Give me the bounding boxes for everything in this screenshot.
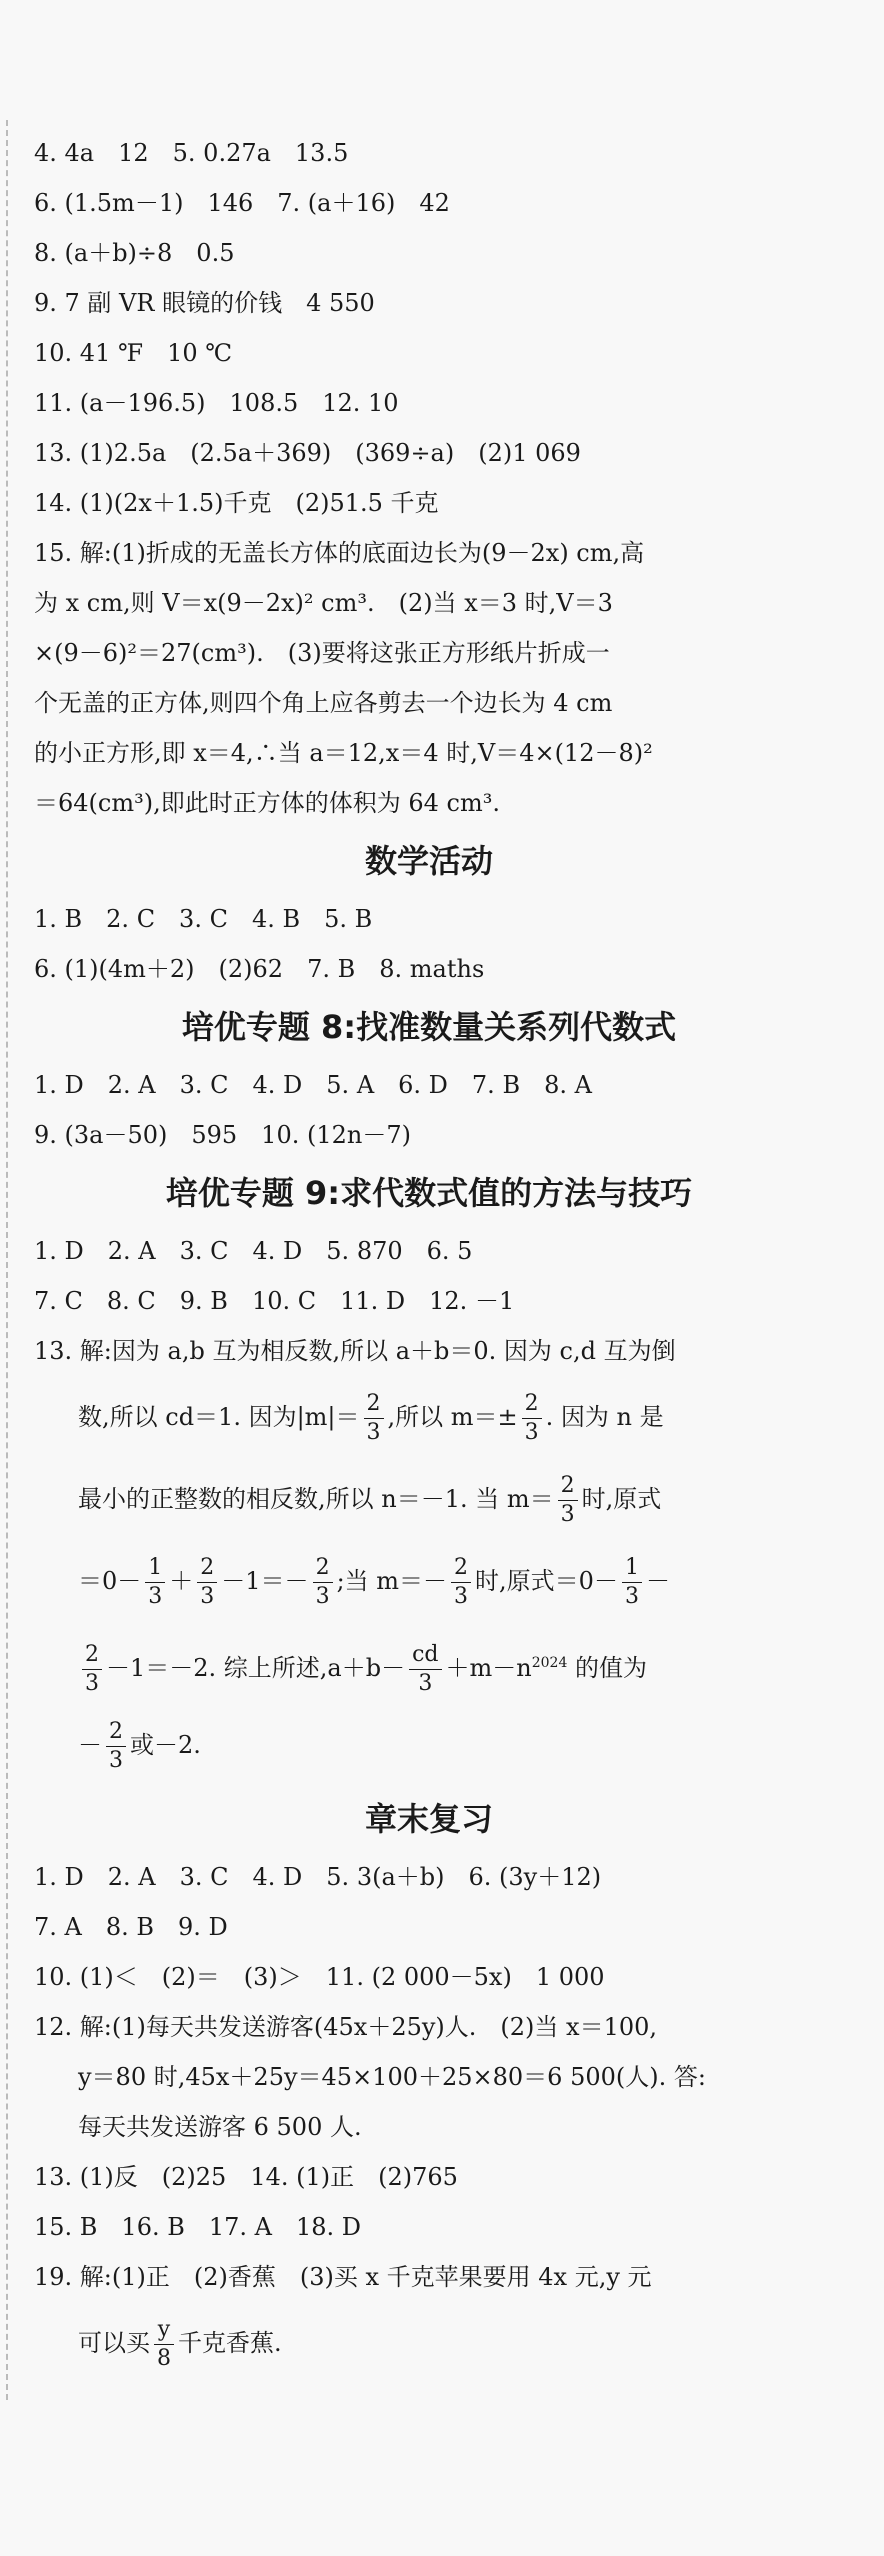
fraction-denominator: 3 (560, 1502, 575, 1527)
answer-line: 7. C 8. C 9. B 10. C 11. D 12. －1 (34, 1287, 515, 1315)
fraction-numerator: 2 (522, 1390, 542, 1419)
answer-line: 10. 41 ℉ 10 ℃ (34, 339, 233, 367)
fraction (451, 1554, 471, 1611)
fraction-denominator: 3 (624, 1584, 639, 1609)
fraction-numerator: 2 (106, 1718, 126, 1747)
binding-dashed-line (6, 120, 8, 2400)
text-segment: 数,所以 cd＝1. 因为|m|＝ (78, 1403, 360, 1431)
fraction-numerator: 2 (364, 1390, 384, 1419)
answer-line: 1. D 2. A 3. C 4. D 5. 3(a＋b) 6. (3y＋12) (34, 1863, 602, 1891)
text-segment: － (78, 1731, 102, 1759)
answer-line: 14. (1)(2x＋1.5)千克 (2)51.5 千克 (34, 489, 439, 517)
text-segment: 可以买 (78, 2329, 150, 2357)
fraction-denominator: 3 (366, 1420, 381, 1445)
answer-line-with-fractions (34, 1540, 824, 1622)
answer-line-with-fractions (34, 1376, 824, 1458)
answer-line: 13. 解:因为 a,b 互为相反数,所以 a＋b＝0. 因为 c,d 互为倒 (34, 1337, 676, 1365)
fraction (409, 1641, 441, 1698)
fraction-numerator: 1 (622, 1554, 642, 1583)
fraction (145, 1554, 165, 1611)
fraction-numerator: 2 (313, 1554, 333, 1583)
fraction (522, 1390, 542, 1447)
text-segment: －1＝－2. 综上所述,a＋b－ (106, 1654, 406, 1682)
text-segment: . 因为 n 是 (545, 1403, 664, 1431)
answer-line: 6. (1)(4m＋2) (2)62 7. B 8. maths (34, 955, 485, 983)
fraction-denominator: 3 (454, 1584, 469, 1609)
section-heading: 数学活动 (364, 842, 493, 880)
text-segment: 的值为 (567, 1654, 648, 1682)
fraction-numerator: 2 (558, 1472, 578, 1501)
answer-line: 7. A 8. B 9. D (34, 1913, 228, 1941)
answer-line: 10. (1)＜ (2)＝ (3)＞ 11. (2 000－5x) 1 000 (34, 1963, 605, 1991)
answer-line: y＝80 时,45x＋25y＝45×100＋25×80＝6 500(人). 答: (78, 2063, 706, 2091)
answer-line-with-fractions (34, 1458, 824, 1540)
answer-line: 9. (3a－50) 595 10. (12n－7) (34, 1121, 411, 1149)
fraction-numerator: cd (409, 1641, 441, 1670)
text-segment: 或－2. (130, 1731, 201, 1759)
answer-line: 的小正方形,即 x＝4,∴当 a＝12,x＝4 时,V＝4×(12－8)² (34, 739, 653, 767)
text-segment: 千克香蕉. (178, 2329, 282, 2357)
fraction (558, 1472, 578, 1529)
answer-line: 1. D 2. A 3. C 4. D 5. 870 6. 5 (34, 1237, 473, 1265)
fraction-numerator: 1 (145, 1554, 165, 1583)
text-segment: 时,原式＝0－ (475, 1567, 618, 1595)
answer-line: 11. (a－196.5) 108.5 12. 10 (34, 389, 399, 417)
fraction-numerator: 2 (82, 1641, 102, 1670)
answer-line: 4. 4a 12 5. 0.27a 13.5 (34, 139, 349, 167)
fraction (313, 1554, 333, 1611)
answer-line: 1. B 2. C 3. C 4. B 5. B (34, 905, 373, 933)
answer-line: ×(9－6)²＝27(cm³). (3)要将这张正方形纸片折成一 (34, 639, 610, 667)
answer-line-with-fractions (34, 1622, 824, 1704)
answer-line-with-fractions (34, 1704, 824, 1786)
text-segment: ;当 m＝－ (336, 1567, 448, 1595)
answer-line: 1. D 2. A 3. C 4. D 5. A 6. D 7. B 8. A (34, 1071, 592, 1099)
answer-line: 19. 解:(1)正 (2)香蕉 (3)买 x 千克苹果要用 4x 元,y 元 (34, 2263, 652, 2291)
text-segment: 最小的正整数的相反数,所以 n＝－1. 当 m＝ (78, 1485, 554, 1513)
fraction-denominator: 3 (85, 1671, 99, 1696)
text-segment: 时,原式 (581, 1485, 662, 1513)
answer-line: 8. (a＋b)÷8 0.5 (34, 239, 235, 267)
fraction-denominator: 3 (418, 1671, 433, 1696)
fraction-numerator: 2 (451, 1554, 471, 1583)
fraction (82, 1641, 102, 1698)
section-heading: 章末复习 (364, 1800, 493, 1838)
fraction-denominator: 3 (315, 1584, 330, 1609)
fraction (154, 2316, 174, 2373)
text-segment: － (645, 1567, 670, 1595)
answer-line: 15. 解:(1)折成的无盖长方体的底面边长为(9－2x) cm,高 (34, 539, 645, 567)
exponent: 2024 (531, 1655, 568, 1671)
fraction-denominator: 3 (524, 1420, 539, 1445)
text-segment: ＋m－n (445, 1654, 532, 1682)
text-segment: ＋ (169, 1567, 194, 1595)
answer-line: 13. (1)2.5a (2.5a＋369) (369÷a) (2)1 069 (34, 439, 581, 467)
answer-line: ＝64(cm³),即此时正方体的体积为 64 cm³. (34, 789, 500, 817)
answer-line: 9. 7 副 VR 眼镜的价钱 4 550 (34, 289, 375, 317)
fraction-denominator: 3 (200, 1584, 215, 1609)
answer-line: 13. (1)反 (2)25 14. (1)正 (2)765 (34, 2163, 458, 2191)
section-heading: 培优专题 9:求代数式值的方法与技巧 (165, 1174, 693, 1212)
answer-line: 15. B 16. B 17. A 18. D (34, 2213, 362, 2241)
fraction-denominator: 8 (157, 2346, 171, 2371)
fraction (106, 1718, 126, 1775)
answer-line: 6. (1.5m－1) 146 7. (a＋16) 42 (34, 189, 450, 217)
text-segment: ,所以 m＝± (387, 1403, 518, 1431)
answer-content (34, 128, 824, 2384)
section-heading: 培优专题 8:找准数量关系列代数式 (181, 1008, 677, 1046)
fraction-numerator: y (154, 2316, 174, 2345)
fraction (622, 1554, 642, 1611)
fraction-numerator: 2 (197, 1554, 217, 1583)
text-segment: ＝0－ (78, 1567, 142, 1595)
answer-line: 12. 解:(1)每天共发送游客(45x＋25y)人. (2)当 x＝100, (34, 2013, 658, 2041)
answer-line-with-fractions (34, 2302, 824, 2384)
fraction (197, 1554, 217, 1611)
answer-line: 为 x cm,则 V＝x(9－2x)² cm³. (2)当 x＝3 时,V＝3 (34, 589, 613, 617)
fraction-denominator: 3 (148, 1584, 163, 1609)
fraction (364, 1390, 384, 1447)
fraction-denominator: 3 (109, 1748, 123, 1773)
text-segment: －1＝－ (221, 1567, 309, 1595)
answer-line: 每天共发送游客 6 500 人. (78, 2113, 362, 2141)
answer-line: 个无盖的正方体,则四个角上应各剪去一个边长为 4 cm (34, 689, 613, 717)
